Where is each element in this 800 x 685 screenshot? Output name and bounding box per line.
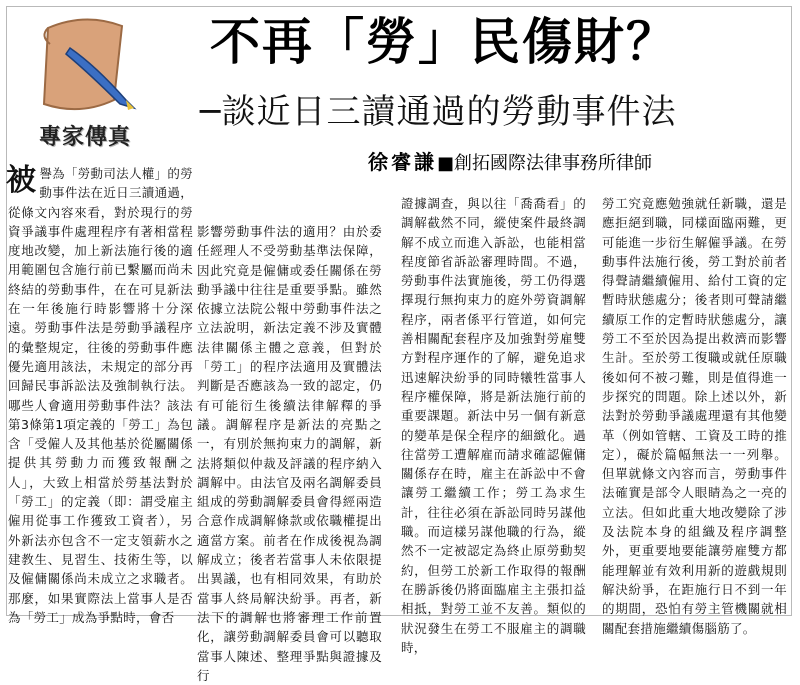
column-1-text: 譽為「勞動司法人權」的勞動事件法在近日三讀通過，從條文內容來看，對於現行的勞資爭議事件處理程序有著相當程度地改變，加上新法施行後的適用範圍包含施行前已繫屬而尚未終結的勞動事件，在在可見新法在一年後施行時影響將十分深遠。勞動事件法是勞動爭議程序的彙整規定，往後的勞動事件應優先適用該法，未規定的部分再回歸民事訴訟法及強制執行法。哪些人會適用勞動事件法？該法第3條第1項定義的「勞工」為包含「受僱人及其他基於從屬關係提供其勞動力而獲致報酬之人」，大致上相當於勞基法對於「勞工」的定義（即：謂受雇主僱用從事工作獲致工資者），另外新法亦包含不一定支領薪水之建教生、見習生、技術生等，以及僱傭關係尚未成立之求職者。那麼，如果實際法上當事人是否為「勞工」成為爭點時，會否	[8, 166, 193, 625]
column-2-text: 影響勞動事件法的適用？由於委任經理人不受勞動基準法保障，因此究竟是僱傭或委任關係在勞動爭議中往往是重要爭點。雖然依據立法院公報中勞動事件法之立法說明，新法定義不涉及實體法律關係主體之意義，但對於「勞工」的程序法適用及實體法判斷是否應該為一致的認定，仍有可能衍生後續法律解釋的爭議。調解程序是新法的亮點之一，有別於無拘束力的調解，新法將類似仲裁及評議的程序納入調解中。由法官及兩名調解委員組成的勞動調解委員會得經兩造合意作成調解條款或依職權提出適當方案。前者在作成後視為調解成立；後者若當事人未依限提出異議，也有相同效果，有助於當事人終局解決紛爭。再者，新法下的調解也將審理工作前置化，讓勞動調解委員會可以聽取當事人陳述、整理爭點與證據及行	[197, 224, 382, 683]
scroll-quill-icon	[30, 8, 140, 123]
article-column-4	[602, 194, 787, 638]
article-column-3	[401, 194, 586, 655]
author-name: 徐睿謙	[368, 150, 437, 174]
column-name: 專家傳真	[38, 125, 131, 150]
article-column-2	[197, 222, 382, 683]
article-column-1	[6, 163, 193, 625]
column-3-text: 證據調查，與以往「喬喬看」的調解截然不同，縱使案件最終調解不成立而進入訴訟，也能相當程度節省訴訟審理時間。不過，勞動事件法實施後，勞工仍得選擇現行無拘束力的庭外勞資調解程序，兩者係平行管道，如何完善相關配套程序及加強對勞雇雙方對程序運作的了解，避免追求迅速解決紛爭的同時犧牲當事人程序權保障，將是新法施行前的重要課題。新法中另一個有新意的變革是保全程序的細緻化。過往當勞工遭解雇而請求確認僱傭關係存在時，雇主在訴訟中不會讓勞工繼續工作；勞工為求生計，往往必須在訴訟同時另謀他職。而這樣另謀他職的行為，縱然不一定被認定為終止原勞動契約，但勞工於新工作取得的報酬在勝訴後仍將面臨雇主主張扣益相抵，對勞工並不友善。類似的狀況發生在勞工不服雇主的調職時，	[401, 196, 586, 655]
drop-cap: 被	[6, 163, 37, 198]
byline-separator: ■	[437, 153, 455, 174]
article-subtitle: ─談近日三讀通過的勞動事件法	[200, 92, 677, 132]
article-title: 不再「勞」民傷財？	[210, 13, 678, 71]
column-4-text: 勞工究竟應勉強就任新職，還是應拒絕到職，同樣面臨兩難，更可能進一步衍生解僱爭議。在勞動事件法施行後，勞工對於前者得聲請繼續僱用、給付工資的定暫時狀態處分；後者則可聲請繼續原工作的定暫時狀態處分，讓勞工不至於因為提出救濟而影響生計。至於勞工復職或就任原職後如何不被刁難，則是值得進一步探究的問題。除上述以外，新法對於勞動爭議處理還有其他變革（例如管轄、工資及工時的推定），礙於篇幅無法一一列舉。但單就條文內容而言，勞動事件法確實是部令人眼睛為之一亮的立法。但如此重大地改變除了涉及法院本身的組織及程序調整外，更重要地要能讓勞雇雙方都能理解並有效利用新的遊戲規則解決紛爭，在距施行日不到一年的期間，恐怕有勞主管機關就相關配套措施繼續傷腦筋了。	[602, 196, 787, 636]
author-affiliation: 創拓國際法律事務所律師	[454, 153, 653, 174]
